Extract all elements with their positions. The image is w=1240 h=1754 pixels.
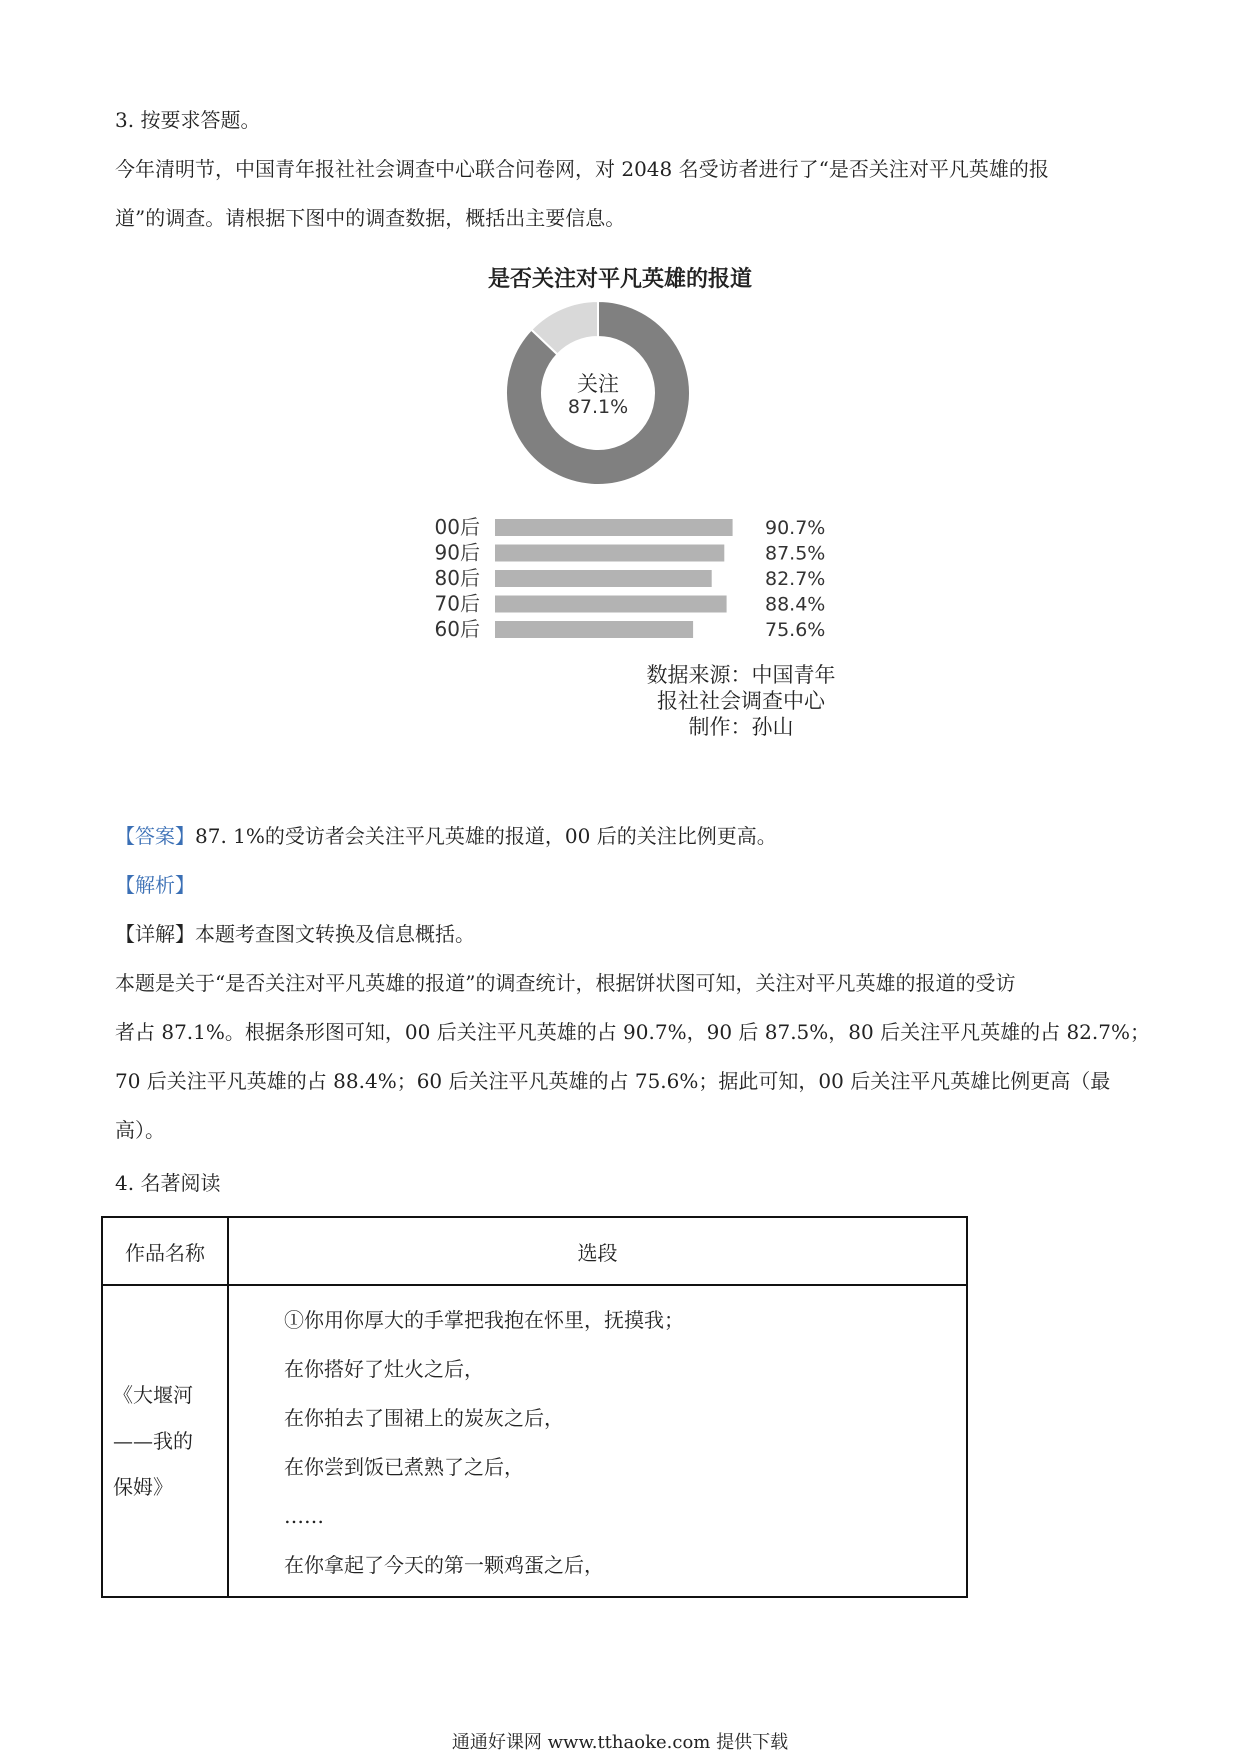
bar-category-label: 00后 <box>434 515 480 539</box>
bar-value-label: 90.7% <box>765 517 826 539</box>
header-work-name: 作品名称 <box>102 1217 228 1285</box>
work-name-cell <box>102 1285 228 1597</box>
verse-line: 在你搭好了灶火之后， <box>284 1357 484 1381</box>
answer-text: 87. 1%的受访者会关注平凡英雄的报道，00 后的关注比例更高。 <box>195 824 777 848</box>
verse-line: ①你用你厚大的手掌把我抱在怀里，抚摸我； <box>284 1308 684 1332</box>
excerpt-cell <box>228 1285 967 1597</box>
detail-para-line: 者占 87.1%。根据条形图可知，00 后关注平凡英雄的占 90.7%，90 后 87.5%，80 后关注平凡英雄的占 82.7%； <box>115 1020 1150 1044</box>
bar-category-label: 90后 <box>434 540 480 565</box>
question-3-para-line: 今年清明节，中国青年报社社会调查中心联合问卷网，对 2048 名受访者进行了“是否关注对平凡英雄的报 <box>115 157 1049 181</box>
answer-line <box>115 822 777 850</box>
source-line: 报社社会调查中心 <box>657 689 825 713</box>
bar-chart <box>435 515 826 641</box>
work-name-line: 《大堰河 <box>113 1383 193 1407</box>
bar-value-label: 75.6% <box>765 619 826 641</box>
bar <box>495 545 724 562</box>
bar-category-label: 80后 <box>434 566 480 590</box>
detail-para-line: 本题是关于“是否关注对平凡英雄的报道”的调查统计，根据饼状图可知，关注对平凡英雄的报道的受访 <box>115 971 1016 995</box>
verse-line: 在你拍去了围裙上的炭灰之后， <box>284 1406 564 1430</box>
work-name-line: ——我的 <box>113 1429 193 1453</box>
analysis-tag: 【解析】 <box>115 873 195 897</box>
work-name-line: 保姆》 <box>113 1475 173 1499</box>
detail-line <box>115 920 475 948</box>
question-4-title: 4. 名著阅读 <box>115 1171 221 1195</box>
source-line: 数据来源：中国青年 <box>646 663 836 687</box>
table-header-row <box>102 1217 967 1285</box>
detail-tag: 【详解】 <box>115 922 195 946</box>
donut-value-label: 87.1% <box>567 396 629 418</box>
footer-credit: 通通好课网 www.tthaoke.com 提供下载 <box>451 1732 789 1753</box>
bar <box>495 621 693 638</box>
source-line: 制作：孙山 <box>688 715 794 739</box>
answer-tag: 【答案】 <box>115 824 195 848</box>
donut-label: 关注 <box>577 372 619 396</box>
detail-text: 本题考查图文转换及信息概括。 <box>195 922 475 946</box>
detail-para-line: 70 后关注平凡英雄的占 88.4%；60 后关注平凡英雄的占 75.6%；据此可知，00 后关注平凡英雄比例更高（最 <box>115 1069 1111 1093</box>
bar <box>495 519 733 536</box>
bar-category-label: 60后 <box>434 617 480 641</box>
table-row <box>102 1285 967 1597</box>
bar <box>495 596 727 613</box>
question-3-title: 3. 按要求答题。 <box>115 108 261 132</box>
detail-para-line: 高）。 <box>115 1118 165 1142</box>
bar-value-label: 82.7% <box>765 568 826 590</box>
survey-chart <box>0 290 1240 770</box>
bar <box>495 570 712 587</box>
reading-table <box>101 1216 968 1598</box>
verse-line: 在你拿起了今天的第一颗鸡蛋之后， <box>284 1553 604 1577</box>
header-excerpt: 选段 <box>228 1217 967 1285</box>
verse-line: 在你尝到饭已煮熟了之后， <box>284 1455 524 1479</box>
verse-line: …… <box>284 1504 324 1528</box>
bar-value-label: 87.5% <box>765 542 826 565</box>
bar-value-label: 88.4% <box>765 593 826 616</box>
question-3-para-line: 道”的调查。请根据下图中的调查数据，概括出主要信息。 <box>115 206 626 230</box>
bar-category-label: 70后 <box>434 591 480 616</box>
chart-title: 是否关注对平凡英雄的报道 <box>487 267 752 292</box>
